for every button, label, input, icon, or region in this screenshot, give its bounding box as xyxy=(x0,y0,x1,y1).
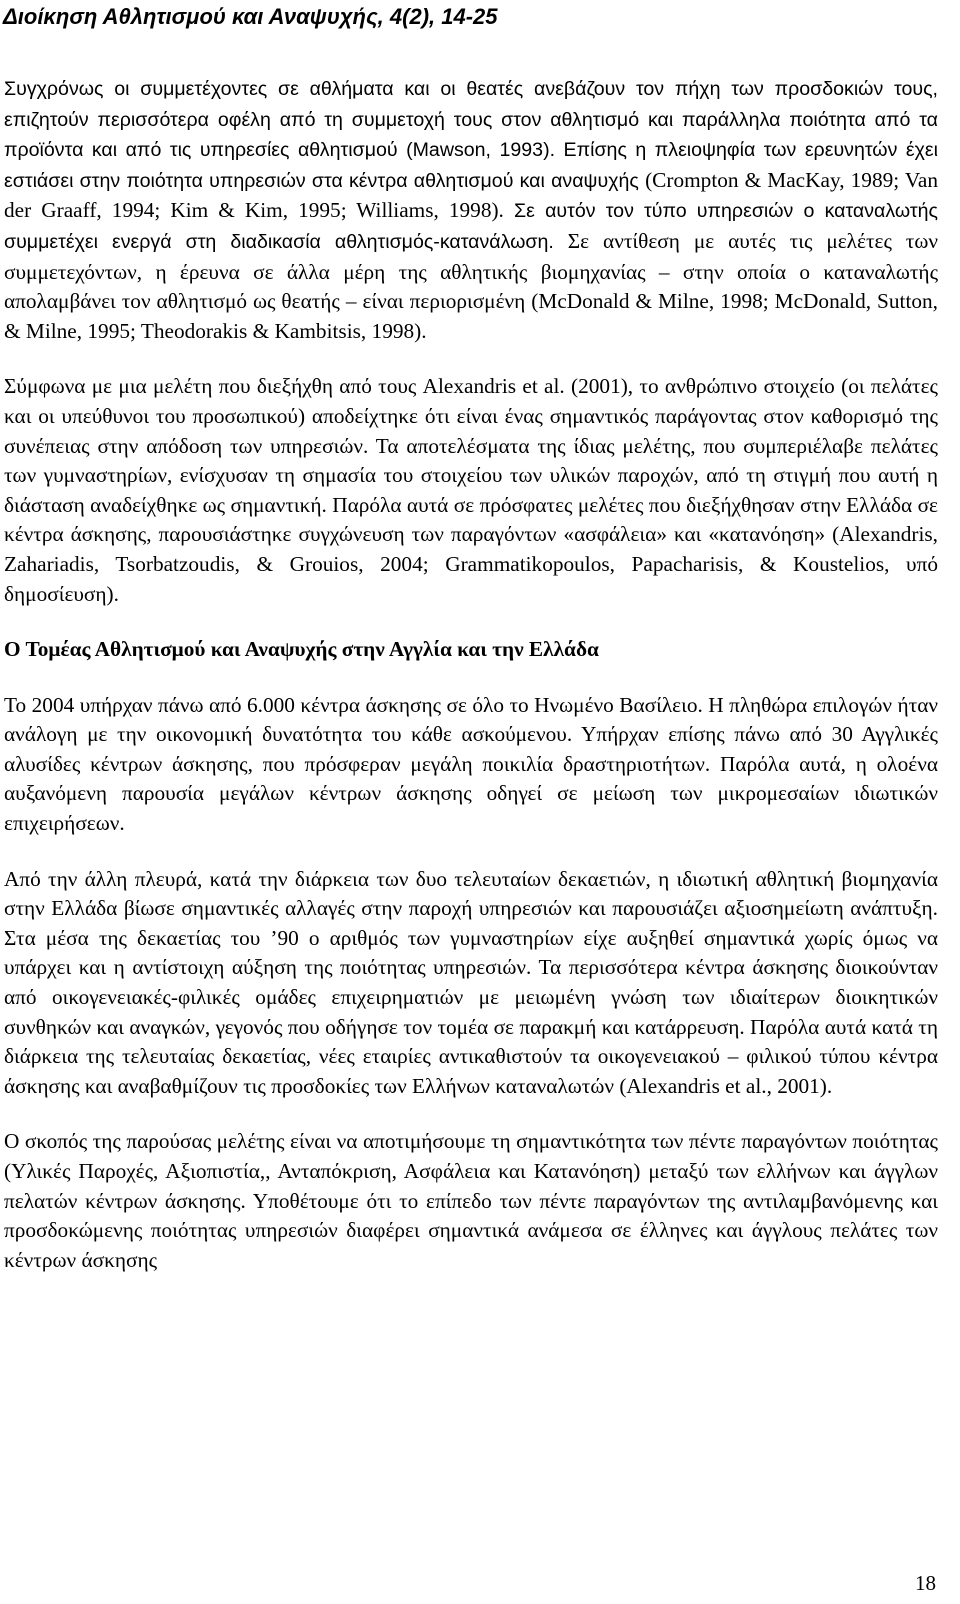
journal-header: Διοίκηση Αθλητισμού και Αναψυχής, 4(2), 14-25 xyxy=(3,4,498,29)
paragraph-1 xyxy=(4,74,938,346)
paragraph-5: Ο σκοπός της παρούσας μελέτης είναι να αποτιμήσουμε τη σημαντικότητα των πέντε παραγόντων ποιότητας (Υλικές Παροχές, Αξιοπιστία,, Ανταπόκριση, Ασφάλεια και Κατανόηση) μεταξύ των ελλήνων και άγγλων πελατών κέντρων άσκησης. Υποθέτουμε ότι το επίπεδο των πέντε παραγόντων της αντιλαμβανόμενης και προσδοκώμενης ποιότητας υπηρεσιών διαφέρει σημαντικά ανάμεσα σε έλληνες και άγγλους πελάτες των κέντρων άσκησης xyxy=(4,1129,938,1272)
paragraph-1-part-a: Συγχρόνως οι συμμετέχοντες σε αθλήματα και οι θεατές ανεβάζουν τον πήχη των προσδοκιών τους, επιζητούν περισσότερα οφέλη από τη συμμετοχή τους στον αθλητισμό και παράλληλα ποιότητα από τα προϊόντα και από τις υπηρεσίες αθλητισμού (Mawson, 1993). Επίσης η πλειοψηφία των ερευνητών έχει εστιάσει στην ποιότητα υπηρεσιών στα κέντρα αθλητισμού και αναψυχής xyxy=(4,78,938,192)
paragraph-1-part-c: Σε αυτόν τον τύπο υπηρεσιών ο καταναλωτής συμμετέχει ενεργά στη διαδικασία αθλητισμός-κατανάλωση. xyxy=(4,200,938,253)
section-heading: Ο Τομέας Αθλητισμού και Αναψυχής στην Αγγλία και την Ελλάδα xyxy=(4,637,599,662)
paragraph-2: Σύμφωνα με μια μελέτη που διεξήχθη από τους Alexandris et al. (2001), το ανθρώπινο στοιχείο (οι πελάτες και οι υπεύθυνοι του προσωπικού) αποδείχτηκε ότι είναι ένας σημαντικός παράγοντας στον καθορισμό της συνέπειας στην απόδοση των υπηρεσιών. Τα αποτελέσματα της ίδιας μελέτης, που συμπεριέλαβε πελάτες των γυμναστηρίων, ενίσχυσαν τη σημασία του στοιχείου των υλικών παροχών, από τη στιγμή που αυτή η διάσταση αναδείχθηκε ως σημαντική. Παρόλα αυτά σε πρόσφατες μελέτες που διεξήχθησαν στην Ελλάδα σε κέντρα άσκησης, παρουσιάστηκε συγχώνευση των παραγόντων «ασφάλεια» και «κατανόηση» (Alexandris, Zahariadis, Tsorbatzoudis, & Grouios, 2004; Grammatikopoulos, Papacharisis, & Koustelios, υπό δημοσίευση). xyxy=(4,374,938,606)
page-number: 18 xyxy=(915,1571,936,1595)
paragraph-3: Το 2004 υπήρχαν πάνω από 6.000 κέντρα άσκησης σε όλο το Ηνωμένο Βασίλειο. Η πληθώρα επιλογών ήταν ανάλογη με την οικονομική δυνατότητα του κάθε ασκούμενου. Υπήρχαν επίσης πάνω από 30 Αγγλικές αλυσίδες κέντρων άσκησης, που πρόσφεραν μεγάλη ποικιλία δραστηριοτήτων. Παρόλα αυτά, η ολοένα αυξανόμενη παρουσία μεγάλων κέντρων άσκησης οδηγεί σε μείωση των μικρομεσαίων ιδιωτικών επιχειρήσεων. xyxy=(4,692,938,836)
paragraph-4: Από την άλλη πλευρά, κατά την διάρκεια των δυο τελευταίων δεκαετιών, η ιδιωτική αθλητική βιομηχανία στην Ελλάδα βίωσε σημαντικές αλλαγές στην παροχή υπηρεσιών και παρουσιάζει αξιοσημείωτη ανάπτυξη. Στα μέσα της δεκαετίας του ’90 ο αριθμός των γυμναστηρίων είχε αυξηθεί σημαντικά χωρίς όμως να υπάρχει και η αντίστοιχη αύξηση της ποιότητας υπηρεσιών. Τα περισσότερα κέντρα άσκησης διοικούνταν από οικογενειακές-φιλικές ομάδες επιχειρηματιών με μειωμένη γνώση των ιδιαίτερων διοικητικών συνθηκών και αναγκών, γεγονός που οδήγησε τον τομέα σε παρακμή και κατάρρευση. Παρόλα αυτά κατά τη διάρκεια της τελευταίας δεκαετίας, νέες εταιρίες αντικαθιστούν τα οικογενειακού – φιλικού τύπου κέντρα άσκησης και αναβαθμίζουν τις προσδοκίες των Ελλήνων καταναλωτών (Alexandris et al., 2001). xyxy=(4,866,938,1098)
paragraph-1-part-d: Σε αντίθεση με αυτές τις μελέτες των συμμετεχόντων, η έρευνα σε άλλα μέρη της αθλητικής βιομηχανίας – στην οποία ο καταναλωτής απολαμβάνει τον αθλητισμό ως θεατής – είναι περιορισμένη (McDonald & Milne, 1998; McDonald, Sutton, & Milne, 1995; Theodorakis & Kambitsis, 1998). xyxy=(4,228,939,343)
document-body xyxy=(4,74,938,1301)
paragraph-1-part-b: (Crompton & MacKay, 1989; Van der Graaff, 1994; Kim & Kim, 1995; Williams, 1998). xyxy=(4,167,938,223)
